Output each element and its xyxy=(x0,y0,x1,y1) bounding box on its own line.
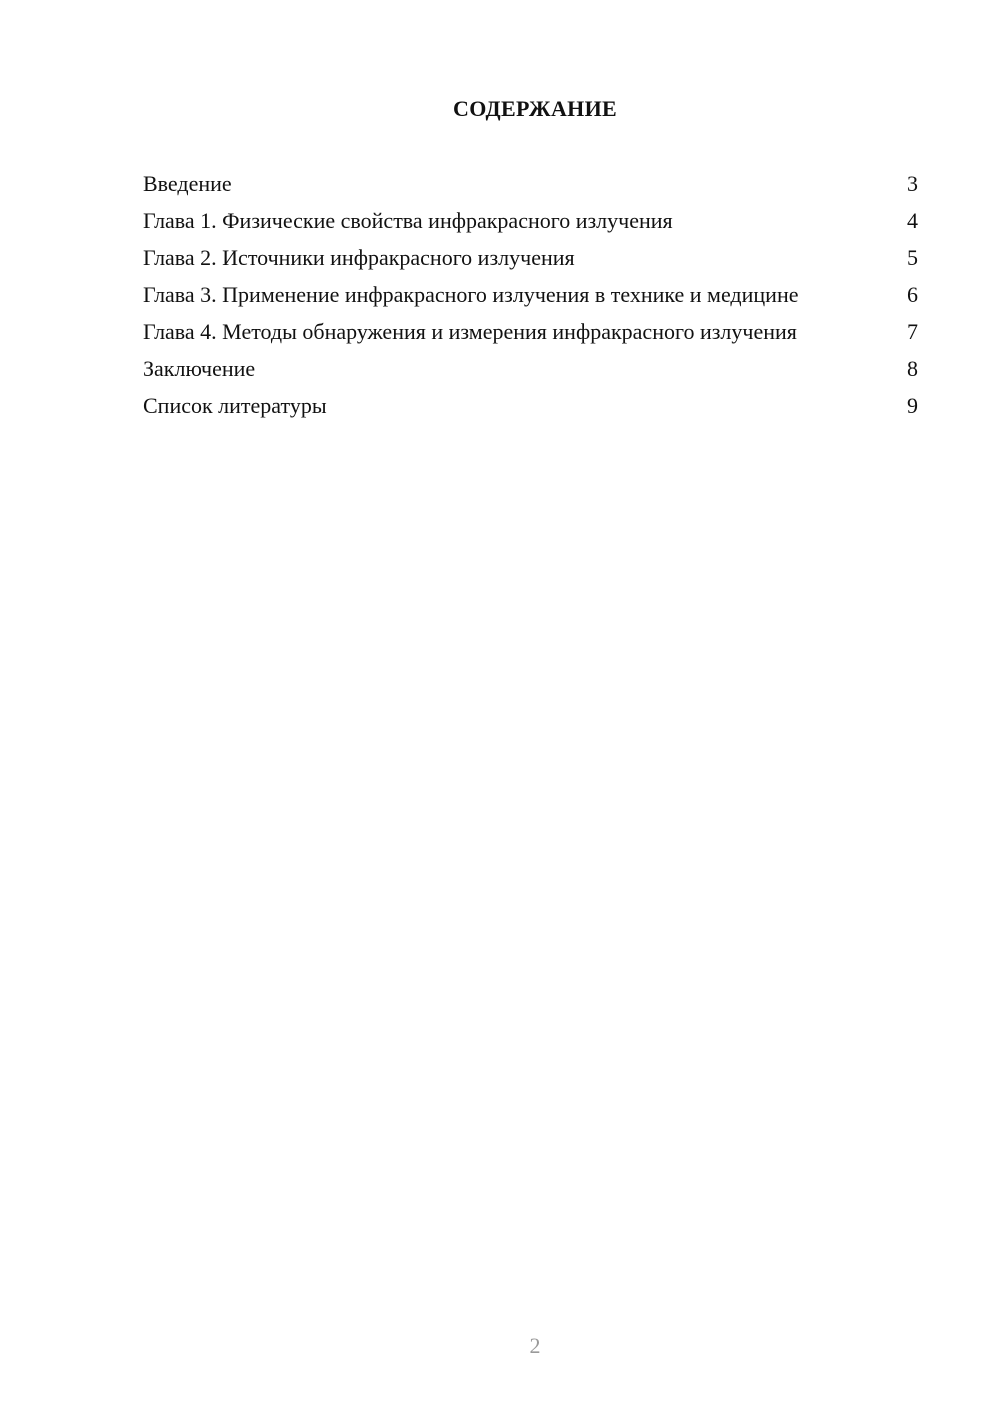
toc-entry-page: 6 xyxy=(907,282,918,307)
toc-entry-title: Список литературы xyxy=(143,393,327,418)
toc-entry-title: Введение xyxy=(143,171,232,196)
toc-entry-page: 9 xyxy=(907,393,918,418)
toc-entry xyxy=(143,355,918,382)
toc-entry xyxy=(143,244,918,271)
toc-entry xyxy=(143,318,918,345)
table-of-contents xyxy=(143,170,918,429)
toc-entry-page: 3 xyxy=(907,171,918,196)
toc-entry-title: Глава 1. Физические свойства инфракрасного излучения xyxy=(143,208,673,233)
toc-entry-page: 7 xyxy=(907,319,918,344)
toc-entry-page: 5 xyxy=(907,245,918,270)
toc-entry xyxy=(143,281,918,308)
toc-entry-page: 4 xyxy=(907,208,918,233)
toc-entry xyxy=(143,392,918,419)
page-title: СОДЕРЖАНИЕ xyxy=(453,96,617,121)
toc-entry-title: Глава 2. Источники инфракрасного излучения xyxy=(143,245,575,270)
toc-entry-page: 8 xyxy=(907,356,918,381)
page-number: 2 xyxy=(529,1333,541,1358)
toc-entry xyxy=(143,170,918,197)
toc-entry-title: Заключение xyxy=(143,356,256,381)
toc-entry xyxy=(143,207,918,234)
toc-entry-title: Глава 3. Применение инфракрасного излучения в технике и медицине xyxy=(143,282,799,307)
toc-entry-title: Глава 4. Методы обнаружения и измерения инфракрасного излучения xyxy=(143,319,797,344)
